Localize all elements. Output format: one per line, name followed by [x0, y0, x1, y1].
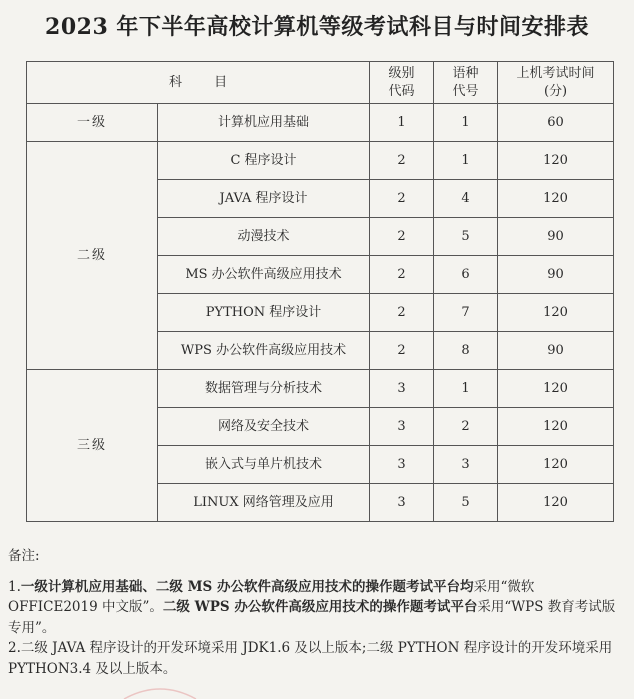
lang-code-cell: 6: [434, 256, 498, 294]
level-code-cell: 2: [370, 294, 434, 332]
exam-time-cell: 120: [498, 446, 614, 484]
table-row: [27, 104, 614, 142]
header-lang-code-line2: 代号: [452, 83, 479, 99]
level-code-cell: 2: [370, 256, 434, 294]
header-level-code-line2: 代码: [388, 83, 415, 99]
lang-code-cell: 1: [434, 104, 498, 142]
subject-cell: WPS 办公软件高级应用技术: [158, 332, 370, 370]
header-exam-time-line2: (分): [543, 83, 568, 99]
header-lang-code: [434, 62, 498, 104]
subject-cell: 嵌入式与单片机技术: [158, 446, 370, 484]
note-1: [8, 577, 624, 639]
header-exam-time: [498, 62, 614, 104]
stamp-arc: [120, 683, 200, 699]
level-cell: 一级: [27, 104, 158, 142]
exam-time-cell: 120: [498, 484, 614, 522]
exam-time-cell: 120: [498, 408, 614, 446]
subject-cell: PYTHON 程序设计: [158, 294, 370, 332]
exam-time-cell: 90: [498, 332, 614, 370]
level-code-cell: 2: [370, 218, 434, 256]
table-row: [27, 370, 614, 408]
level-code-cell: 3: [370, 446, 434, 484]
level-code-cell: 1: [370, 104, 434, 142]
lang-code-cell: 4: [434, 180, 498, 218]
notes-label: 备注:: [8, 548, 40, 564]
header-subject: [27, 62, 370, 104]
note-1-text-a: 采用“微软 OFFICE2019 中文版”。: [8, 578, 535, 615]
header-level-code-line1: 级别: [388, 65, 415, 81]
note-2: 2.二级 JAVA 程序设计的开发环境采用 JDK1.6 及以上版本;二级 PYTHON 程序设计的开发环境采用 PYTHON3.4 及以上版本。: [8, 640, 613, 677]
level-code-cell: 3: [370, 408, 434, 446]
lang-code-cell: 5: [434, 484, 498, 522]
subject-cell: MS 办公软件高级应用技术: [158, 256, 370, 294]
exam-time-cell: 120: [498, 294, 614, 332]
exam-time-cell: 120: [498, 180, 614, 218]
level-code-cell: 3: [370, 370, 434, 408]
note-1-bold-b: 二级 WPS 办公软件高级应用技术的操作题考试平台: [162, 599, 478, 615]
exam-time-cell: 120: [498, 370, 614, 408]
exam-time-cell: 90: [498, 218, 614, 256]
subject-cell: 数据管理与分析技术: [158, 370, 370, 408]
red-stamp-fragment: [120, 683, 200, 699]
header-exam-time-line1: 上机考试时间: [516, 65, 595, 81]
lang-code-cell: 3: [434, 446, 498, 484]
level-code-cell: 3: [370, 484, 434, 522]
level-code-cell: 2: [370, 180, 434, 218]
level-code-cell: 2: [370, 332, 434, 370]
level-cell: 三级: [27, 370, 158, 522]
notes-section: [8, 546, 624, 679]
level-cell: 二级: [27, 142, 158, 370]
subject-cell: JAVA 程序设计: [158, 180, 370, 218]
lang-code-cell: 1: [434, 142, 498, 180]
level-code-cell: 2: [370, 142, 434, 180]
lang-code-cell: 7: [434, 294, 498, 332]
header-subject-label: 科 目: [168, 74, 242, 90]
exam-schedule-table: [26, 61, 614, 522]
note-1-bold-a: 一级计算机应用基础、二级 MS 办公软件高级应用技术的操作题考试平台均: [20, 578, 474, 595]
subject-cell: 动漫技术: [158, 218, 370, 256]
note-1-number: 1.: [8, 578, 21, 595]
subject-cell: 网络及安全技术: [158, 408, 370, 446]
exam-time-cell: 60: [498, 104, 614, 142]
lang-code-cell: 2: [434, 408, 498, 446]
lang-code-cell: 1: [434, 370, 498, 408]
subject-cell: C 程序设计: [158, 142, 370, 180]
header-lang-code-line1: 语种: [452, 65, 479, 81]
subject-cell: 计算机应用基础: [158, 104, 370, 142]
table-row: [27, 142, 614, 180]
header-level-code: [370, 62, 434, 104]
exam-time-cell: 90: [498, 256, 614, 294]
subject-cell: LINUX 网络管理及应用: [158, 484, 370, 522]
table-header-row: [27, 62, 614, 104]
lang-code-cell: 8: [434, 332, 498, 370]
lang-code-cell: 5: [434, 218, 498, 256]
page-title: 2023 年下半年高校计算机等级考试科目与时间安排表: [45, 14, 589, 40]
note-1-text-b: 采用“WPS 教育考试版专用”。: [8, 599, 616, 636]
exam-time-cell: 120: [498, 142, 614, 180]
